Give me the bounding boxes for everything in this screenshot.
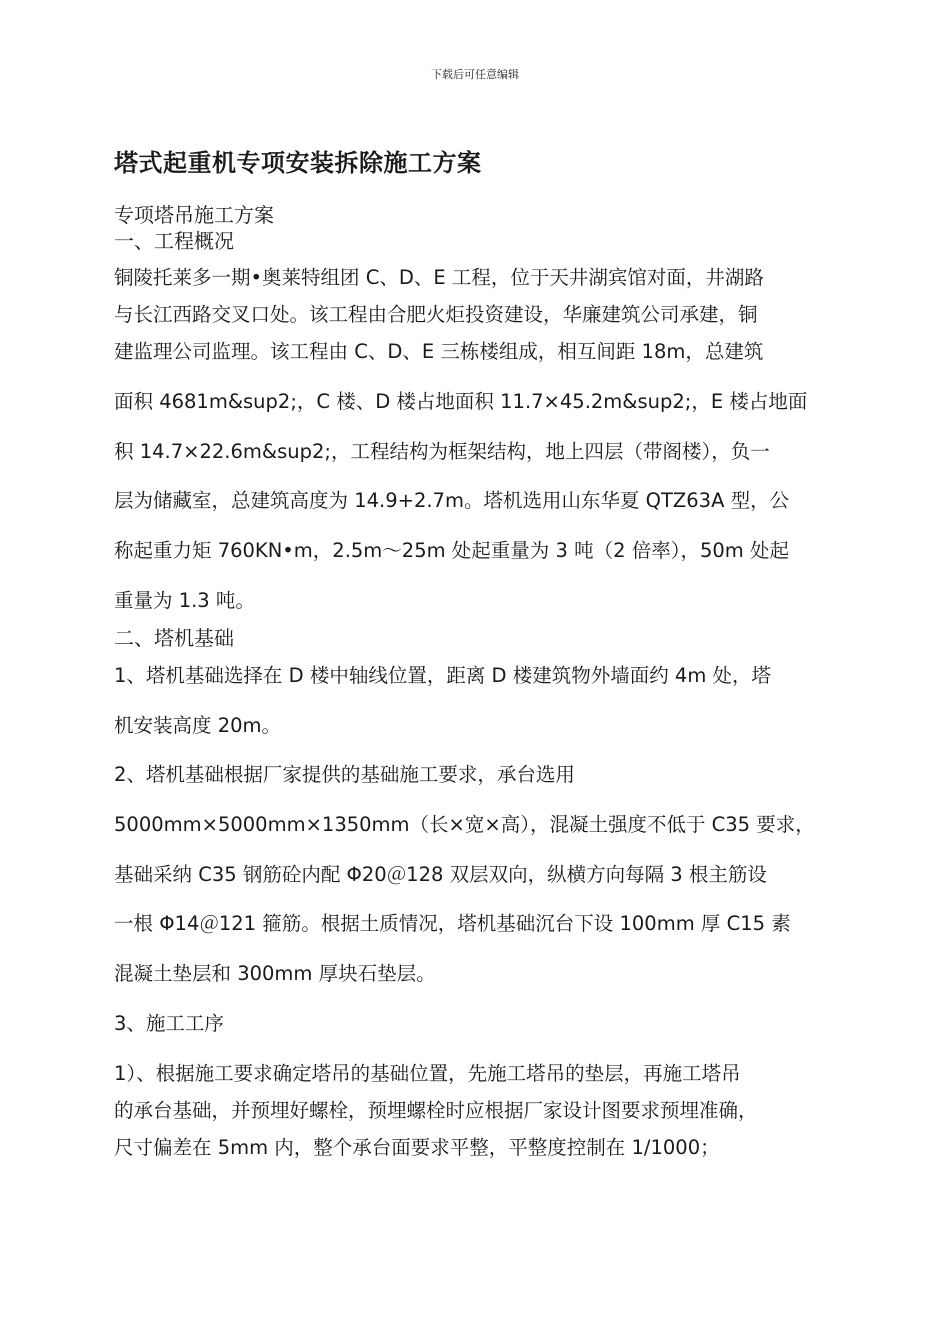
paragraph-line: 一根 Φ14＠121 箍筋。根据土质情况，塔机基础沉台下设 100mm 厚 C15 素 bbox=[114, 912, 791, 935]
paragraph-line: 重量为 1.3 吨。 bbox=[114, 589, 255, 612]
paragraph-line: 称起重力矩 760KN•m，2.5m～25m 处起重量为 3 吨（2 倍率），50m 处起 bbox=[114, 539, 789, 562]
paragraph-line: 的承台基础，并预埋好螺栓，预埋螺栓时应根据厂家设计图要求预埋准确， bbox=[114, 1099, 758, 1122]
paragraph-line: 层为储藏室，总建筑高度为 14.9+2.7m。塔机选用山东华夏 QTZ63A 型，公 bbox=[114, 489, 790, 512]
paragraph-line: 5000mm×5000mm×1350mm（长×宽×高），混凝土强度不低于 C35 要求， bbox=[114, 813, 815, 836]
paragraph-line: 1、塔机基础选择在 D 楼中轴线位置，距离 D 楼建筑物外墙面约 4m 处，塔 bbox=[114, 664, 772, 687]
paragraph-line: 积 14.7×22.6m&sup2;，工程结构为框架结构，地上四层（带阁楼），负一 bbox=[114, 440, 770, 463]
paragraph-line: 混凝土垫层和 300mm 厚块石垫层。 bbox=[114, 962, 436, 985]
paragraph-line: 面积 4681m&sup2;，C 楼、D 楼占地面积 11.7×45.2m&sup2;，E 楼占地面 bbox=[114, 390, 808, 413]
paragraph-line: 与长江西路交叉口处。该工程由合肥火炬投资建设，华廉建筑公司承建，铜 bbox=[114, 303, 758, 326]
paragraph-line: 机安装高度 20m。 bbox=[114, 714, 282, 737]
paragraph-line: 2、塔机基础根据厂家提供的基础施工要求，承台选用 bbox=[114, 763, 575, 786]
paragraph-line: 建监理公司监理。该工程由 C、D、E 三栋楼组成，相互间距 18m，总建筑 bbox=[114, 340, 764, 363]
paragraph-line: 尺寸偏差在 5mm 内，整个承台面要求平整，平整度控制在 1/1000； bbox=[114, 1136, 720, 1159]
section-subtitle: 专项塔吊施工方案 bbox=[114, 203, 274, 227]
section-heading-3: 3、施工工序 bbox=[114, 1012, 224, 1035]
section-heading-2: 二、塔机基础 bbox=[114, 626, 234, 650]
section-heading-1: 一、工程概况 bbox=[114, 229, 234, 253]
document-title: 塔式起重机专项安装拆除施工方案 bbox=[114, 149, 482, 177]
paragraph-line: 1）、根据施工要求确定塔吊的基础位置，先施工塔吊的垫层，再施工塔吊 bbox=[114, 1062, 741, 1085]
paragraph-line: 铜陵托莱多一期•奥莱特组团 C、D、E 工程，位于天井湖宾馆对面，井湖路 bbox=[114, 266, 764, 289]
page-header: 下载后可任意编辑 bbox=[431, 68, 519, 81]
paragraph-line: 基础采纳 C35 钢筋砼内配 Φ20＠128 双层双向，纵横方向每隔 3 根主筋设 bbox=[114, 863, 767, 886]
